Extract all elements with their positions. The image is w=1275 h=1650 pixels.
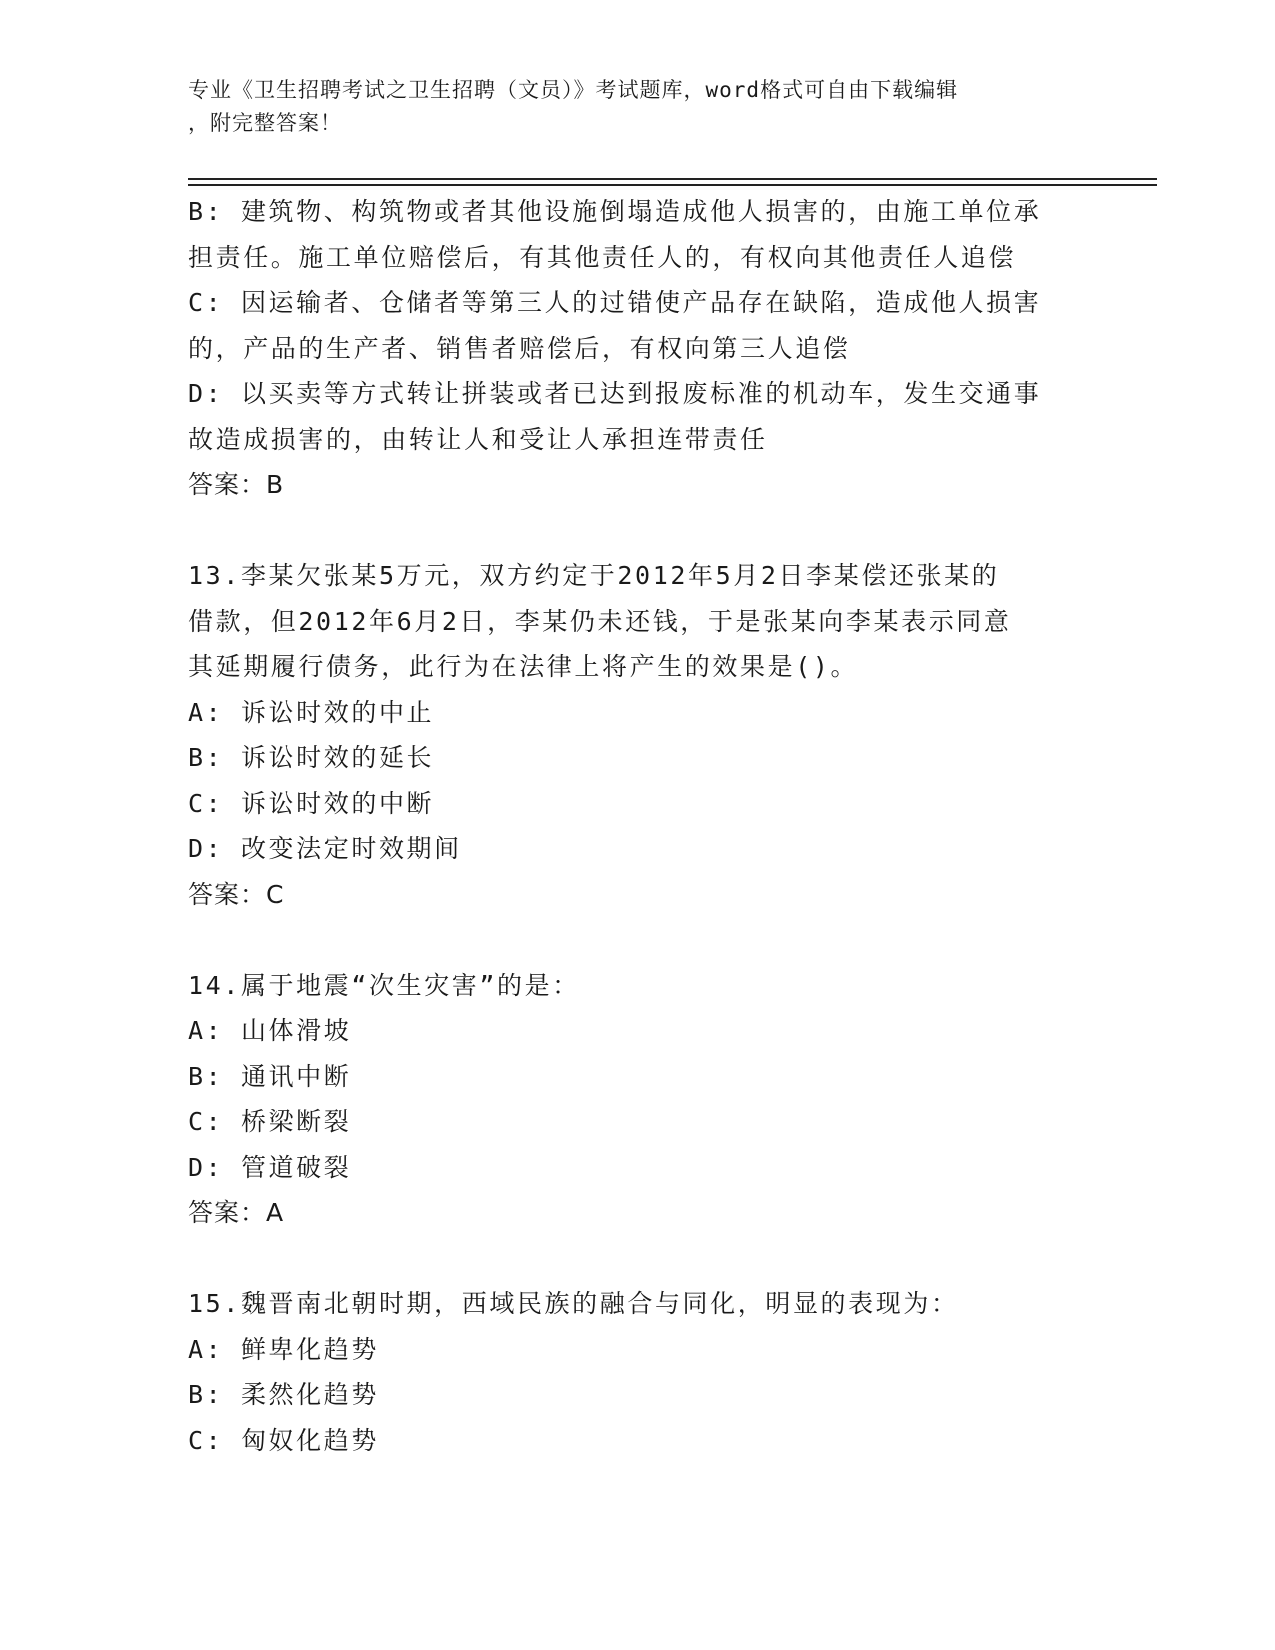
document-header bbox=[188, 74, 1088, 140]
option-c-line-1: C: 因运输者、仓储者等第三人的过错使产品存在缺陷，造成他人损害 bbox=[188, 288, 1042, 317]
answer-14: 答案：A bbox=[188, 1198, 285, 1227]
document-body bbox=[188, 189, 1088, 1463]
question-15-stem: 15.魏晋南北朝时期，西域民族的融合与同化，明显的表现为： bbox=[188, 1289, 959, 1318]
question-14-option-b: B: 通讯中断 bbox=[188, 1061, 352, 1091]
question-15-option-c: C: 匈奴化趋势 bbox=[188, 1425, 379, 1455]
question-15-option-b: B: 柔然化趋势 bbox=[188, 1380, 379, 1409]
question-14 bbox=[188, 963, 1088, 1236]
question-14-stem: 14.属于地震“次生灾害”的是： bbox=[188, 970, 580, 1000]
question-13-stem-line-2: 借款，但2012年6月2日，李某仍未还钱，于是张某向李某表示同意 bbox=[188, 606, 1012, 636]
spacer bbox=[188, 508, 1088, 554]
option-d-line-2: 故造成损害的，由转让人和受让人承担连带责任 bbox=[188, 424, 768, 454]
question-13-option-a: A: 诉讼时效的中止 bbox=[188, 697, 435, 727]
spacer bbox=[188, 1236, 1088, 1282]
question-14-option-a: A: 山体滑坡 bbox=[188, 1016, 352, 1045]
question-13 bbox=[188, 553, 1088, 917]
option-c-line-2: 的，产品的生产者、销售者赔偿后，有权向第三人追偿 bbox=[188, 333, 851, 363]
header-rule-top bbox=[188, 178, 1157, 180]
question-13-stem-line-1: 13.李某欠张某5万元，双方约定于2012年5月2日李某偿还张某的 bbox=[188, 561, 1000, 590]
answer-12: 答案：B bbox=[188, 470, 285, 499]
option-b-line-1: B: 建筑物、构筑物或者其他设施倒塌造成他人损害的，由施工单位承 bbox=[188, 197, 1042, 226]
question-15 bbox=[188, 1281, 1088, 1463]
header-line-2: ，附完整答案！ bbox=[188, 111, 342, 135]
question-12-tail bbox=[188, 189, 1088, 508]
question-15-option-a: A: 鲜卑化趋势 bbox=[188, 1334, 379, 1364]
header-line-1: 专业《卫生招聘考试之卫生招聘（文员）》考试题库，word格式可自由下载编辑 bbox=[188, 78, 959, 102]
answer-13: 答案：C bbox=[188, 879, 285, 909]
question-13-option-d: D: 改变法定时效期间 bbox=[188, 834, 462, 863]
question-13-option-c: C: 诉讼时效的中断 bbox=[188, 788, 435, 818]
question-14-option-d: D: 管道破裂 bbox=[188, 1152, 352, 1182]
spacer bbox=[188, 917, 1088, 963]
question-13-stem-line-3: 其延期履行债务，此行为在法律上将产生的效果是()。 bbox=[188, 652, 859, 681]
question-14-option-c: C: 桥梁断裂 bbox=[188, 1107, 352, 1136]
header-rule-bottom bbox=[188, 184, 1157, 186]
question-13-option-b: B: 诉讼时效的延长 bbox=[188, 743, 435, 772]
option-d-line-1: D: 以买卖等方式转让拼装或者已达到报废标准的机动车，发生交通事 bbox=[188, 379, 1042, 408]
option-b-line-2: 担责任。施工单位赔偿后，有其他责任人的，有权向其他责任人追偿 bbox=[188, 242, 1017, 272]
